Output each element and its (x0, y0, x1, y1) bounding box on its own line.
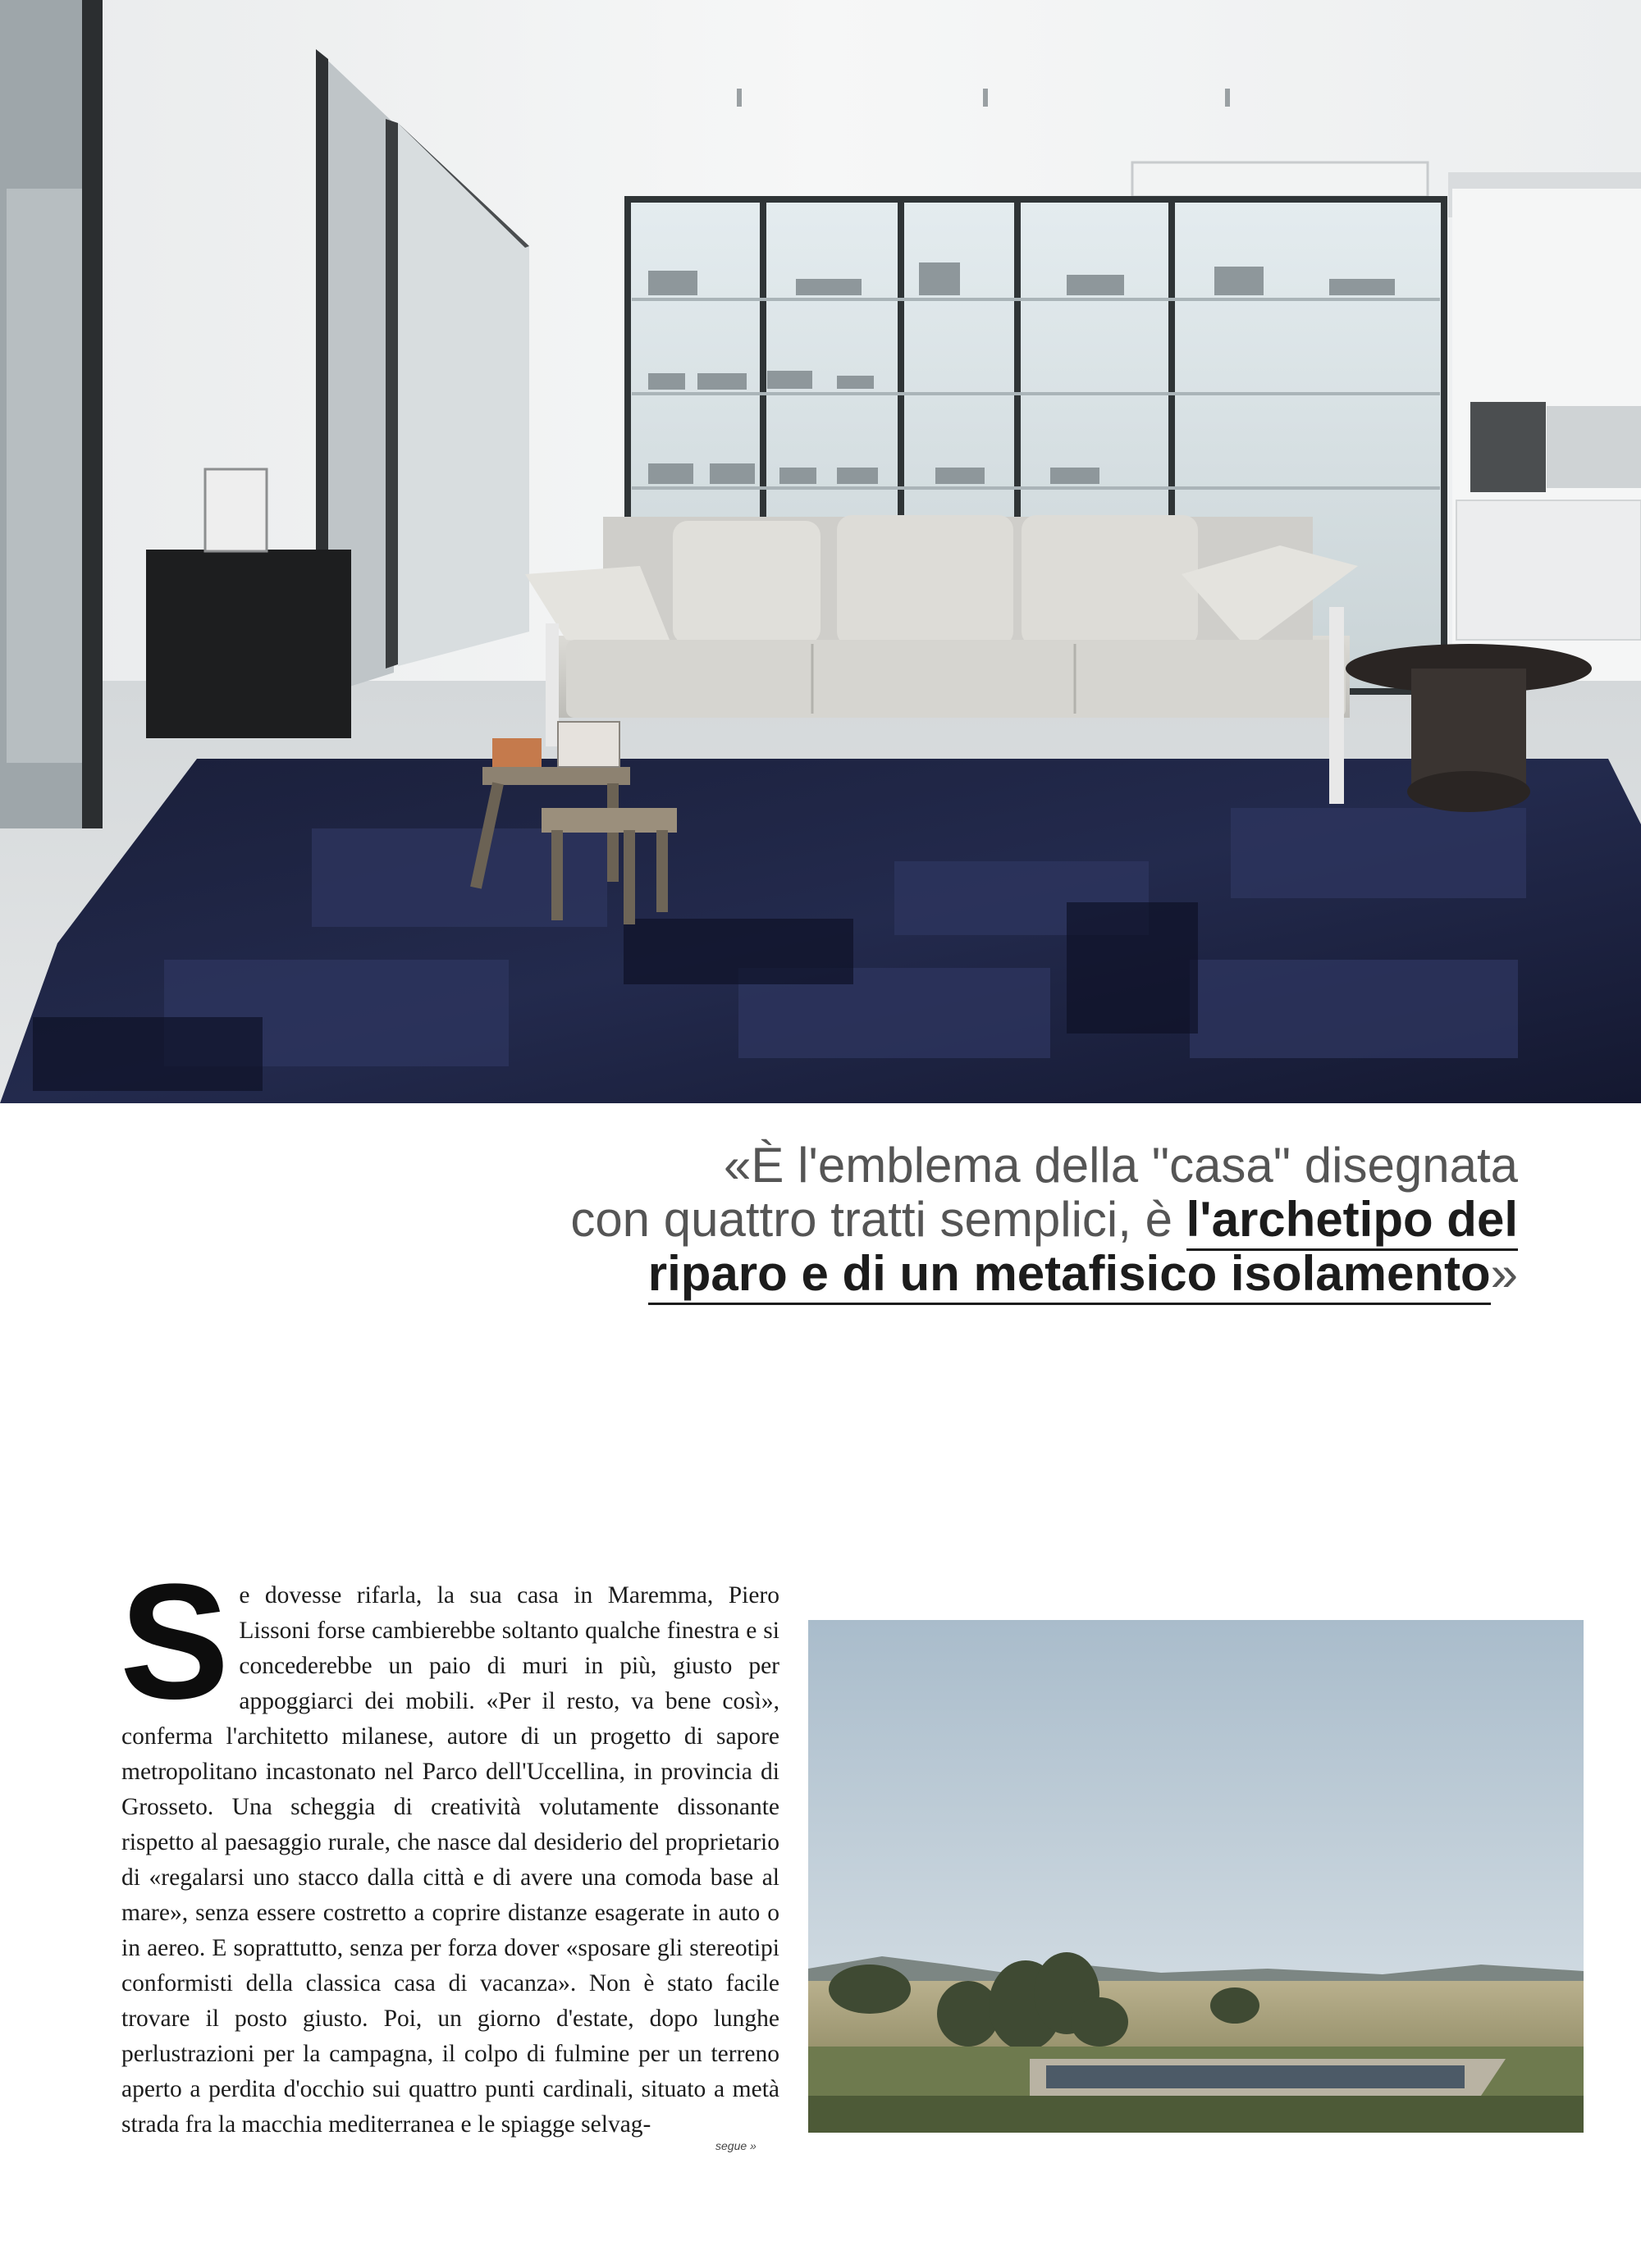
pull-quote-close: » (1490, 1246, 1518, 1301)
article-paragraph: e dovesse rifarla, la sua casa in Maremma, Piero Lissoni forse cambierebbe soltanto qualche finestra e si concederebbe un paio di muri in più, giusto per appoggiarci dei mobili. «Per il resto, va bene così», conferma l'architetto milanese, autore di un progetto di sapore metropolitano incastonato nel Parco dell'Uccellina, in provincia di Grosseto. Una scheggia di creatività volutamente dissonante rispetto al paesaggio rurale, che nasce dal desiderio del proprietario di «regalarsi uno stacco dalla città e di avere una comoda base al mare», senza essere costretto a coprire distanze esagerate in auto o in aereo. E soprattutto, senza per forza dover «sposare gli stereotipi conformisti della classica casa di vacanza». Non è stato facile trovare il posto giusto. Poi, un giorno d'estate, dopo lunghe perlustrazioni per la campagna, il colpo di fulmine per un terreno aperto a perdita d'occhio sui quattro punti cardinali, situato a metà strada fra la macchia mediterranea e le spiagge selvag- (121, 1582, 779, 2138)
pull-quote-line-2 (459, 1193, 1518, 1247)
pull-quote-line-1: «È l'emblema della "casa" disegnata (724, 1138, 1518, 1193)
dropcap-letter: S (120, 1550, 230, 1733)
pull-quote-line-2-bold: l'archetipo del (1186, 1192, 1518, 1251)
pull-quote-line-2-light: con quattro tratti semplici, è (570, 1192, 1186, 1247)
pull-quote (459, 1139, 1518, 1301)
pull-quote-line-3-bold: riparo e di un metafisico isolamento (648, 1246, 1491, 1305)
article-body (121, 1493, 779, 2143)
hero-interior-photo (0, 0, 1641, 1103)
continue-label: segue » (715, 2139, 757, 2152)
landscape-pool-photo (808, 1620, 1584, 2133)
pull-quote-line-3 (459, 1247, 1518, 1301)
